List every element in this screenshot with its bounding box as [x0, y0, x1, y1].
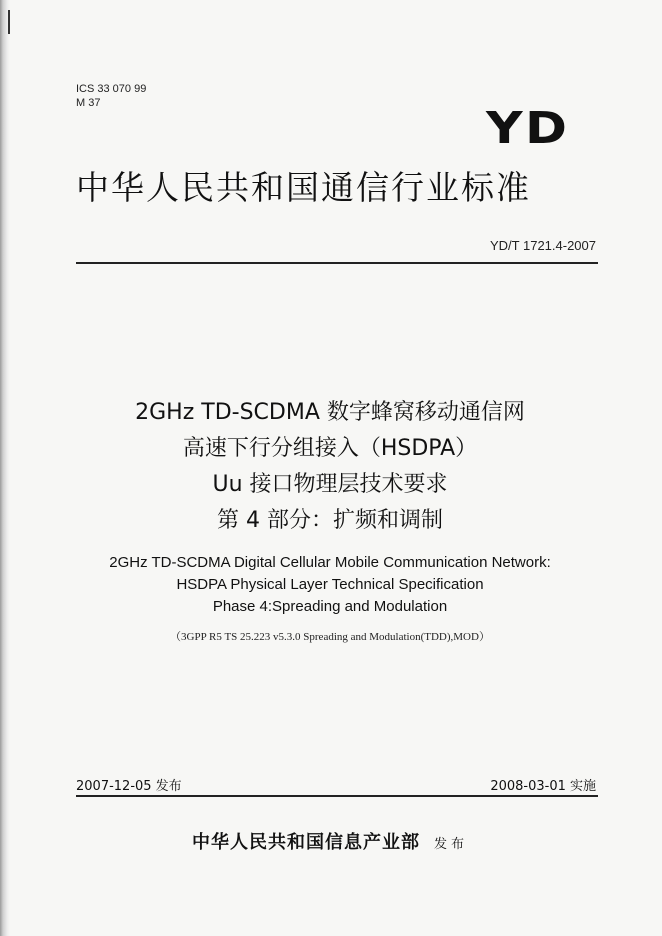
yd-logo: YD: [486, 103, 570, 154]
bottom-divider: [76, 795, 598, 797]
chinese-title-line-2: 高速下行分组接入（HSDPA）: [182, 436, 478, 461]
ics-code: ICS 33 070 99: [76, 83, 147, 95]
classification-codes: [76, 82, 146, 110]
chinese-title: [40, 395, 620, 539]
publisher-line: [110, 828, 550, 854]
top-divider: [76, 262, 598, 264]
english-title-line-1: 2GHz TD-SCDMA Digital Cellular Mobile Communication Network:: [109, 554, 551, 571]
standard-number: YD/T 1721.4-2007: [490, 238, 596, 253]
chinese-title-line-3: Uu 接口物理层技术要求: [212, 472, 448, 497]
english-title-line-3: Phase 4:Spreading and Modulation: [212, 598, 448, 615]
scan-mark: [8, 10, 10, 34]
english-title-line-2: HSDPA Physical Layer Technical Specification: [176, 576, 484, 593]
chinese-title-line-4: 第 4 部分：扩频和调制: [217, 508, 443, 533]
publisher-name: 中华人民共和国信息产业部: [191, 832, 420, 853]
industry-standard-title: 中华人民共和国通信行业标准: [76, 168, 531, 207]
english-title: [30, 552, 630, 618]
issue-date: 2007-12-05 发布: [76, 779, 182, 794]
ccs-code: M 37: [76, 97, 101, 109]
implementation-date: 2008-03-01 实施: [490, 779, 596, 794]
publisher-action: 发布: [433, 837, 468, 852]
3gpp-reference: （3GPP R5 TS 25.223 v5.3.0 Spreading and Modulation(TDD),MOD）: [170, 631, 490, 643]
chinese-title-line-1: 2GHz TD-SCDMA 数字蜂窝移动通信网: [135, 400, 525, 425]
scan-edge-shadow: [0, 0, 10, 936]
